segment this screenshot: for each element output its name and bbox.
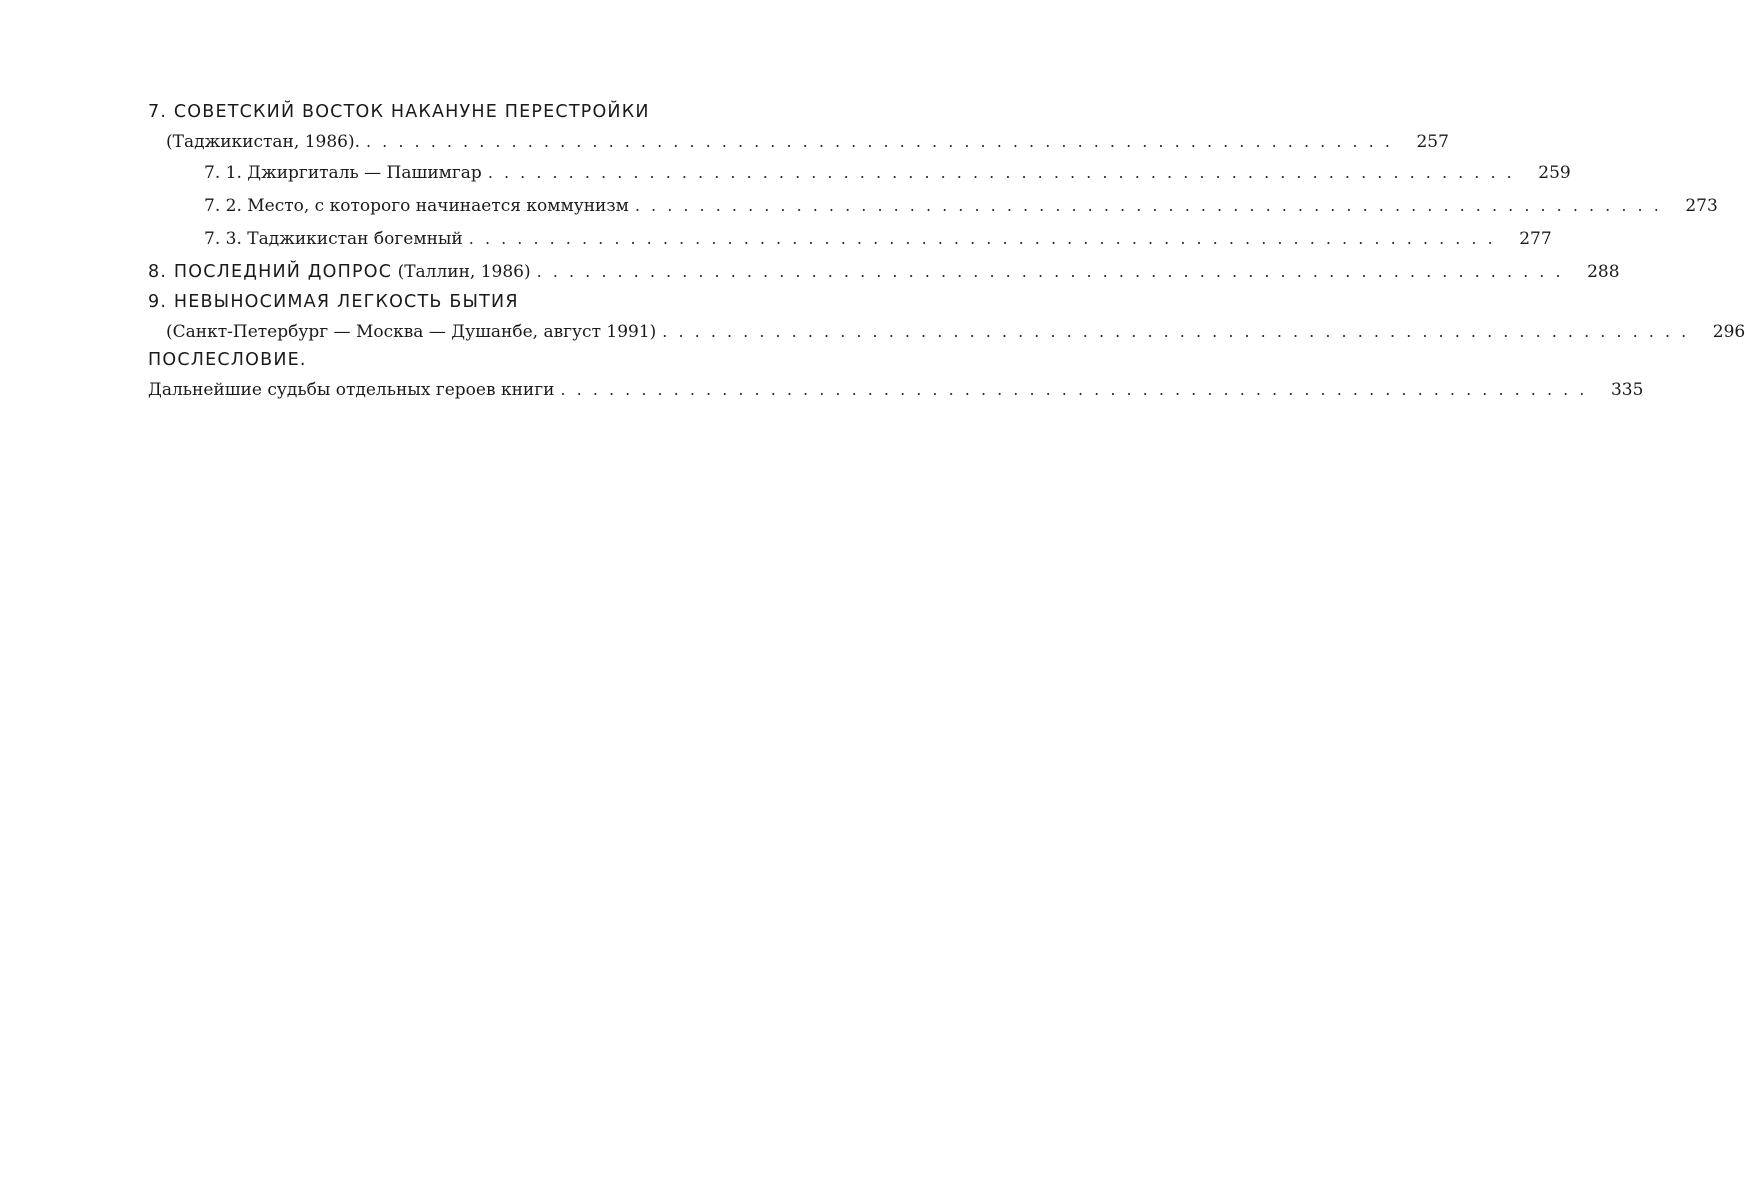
toc-chapter-8-text [148,256,531,289]
dot-leader [662,317,1689,346]
dot-leader-text: . . . . . . . . . . . . . . . . . . . . . . . . . . . . . . . . . . . . . . . . . . . . . . . . . . . . . . . . . . . . . . . . [560,380,1588,399]
dot-leader-text: . . . . . . . . . . . . . . . . . . . . . . . . . . . . . . . . . . . . . . . . . . . . . . . . . . . . . . . . . . . . . . . . [662,322,1690,341]
toc-chapter-8-entry[interactable] [148,255,1620,288]
toc-section-label: 7. 2. Место, с которого начинается коммунизм [204,196,629,216]
toc-page-number: 259 [1538,163,1571,183]
toc-section-label: 7. 1. Джиргиталь — Пашимгар [204,163,482,183]
toc-page-number: 335 [1610,380,1644,400]
toc-section-7-1[interactable] [148,156,1571,189]
toc-page-number: 277 [1519,229,1552,249]
dot-leader-text: . . . . . . . . . . . . . . . . . . . . . . . . . . . . . . . . . . . . . . . . . . . . . . . . . . . . . . . . . . . . . . . . [468,229,1496,248]
dot-leader [488,156,1515,185]
toc-afterword-subtitle: Дальнейшие судьбы отдельных героев книги [148,380,555,400]
dot-leader [537,255,1564,284]
toc-chapter-7-entry[interactable] [148,127,1449,156]
dot-leader [560,375,1587,404]
toc-chapter-8-title: 8. ПОСЛЕДНИЙ ДОПРОС [148,262,393,282]
toc-page-number: 273 [1685,196,1718,216]
toc-page-number: 296 [1712,322,1745,342]
toc-afterword-entry[interactable] [148,375,1644,404]
toc-chapter-8-subtitle: (Таллин, 1986) [397,262,531,282]
toc-chapter-7-subtitle: (Таджикистан, 1986). [166,132,360,152]
toc-chapter-9-title: 9. НЕВЫНОСИМАЯ ЛЕГКОСТЬ БЫТИЯ [148,292,519,312]
toc-chapter-9-subtitle: (Санкт-Петербург — Москва — Душанбе, август 1991) [166,322,657,342]
toc-chapter-7-title: 7. СОВЕТСКИЙ ВОСТОК НАКАНУНЕ ПЕРЕСТРОЙКИ [148,102,650,122]
dot-leader-text: . . . . . . . . . . . . . . . . . . . . . . . . . . . . . . . . . . . . . . . . . . . . . . . . . . . . . . . . . . . . . . . . [536,262,1564,281]
toc-section-7-2[interactable] [148,189,1718,222]
table-of-contents [148,98,1745,404]
dot-leader [366,127,1393,156]
toc-chapter-9-entry[interactable] [148,317,1745,346]
toc-page-number: 257 [1416,132,1449,152]
dot-leader-text: . . . . . . . . . . . . . . . . . . . . . . . . . . . . . . . . . . . . . . . . . . . . . . . . . . . . . . . . . . . . . . . . [634,196,1662,215]
toc-section-label: 7. 3. Таджикистан богемный [204,229,463,249]
toc-afterword-title: ПОСЛЕСЛОВИЕ. [148,350,307,370]
dot-leader-text: . . . . . . . . . . . . . . . . . . . . . . . . . . . . . . . . . . . . . . . . . . . . . . . . . . . . . . . . . . . . . . . . [366,132,1393,151]
dot-leader-text: . . . . . . . . . . . . . . . . . . . . . . . . . . . . . . . . . . . . . . . . . . . . . . . . . . . . . . . . . . . . . . . . [487,163,1515,182]
dot-leader [635,189,1662,218]
toc-section-7-3[interactable] [148,222,1552,255]
dot-leader [469,222,1496,251]
toc-page-number: 288 [1587,262,1620,282]
